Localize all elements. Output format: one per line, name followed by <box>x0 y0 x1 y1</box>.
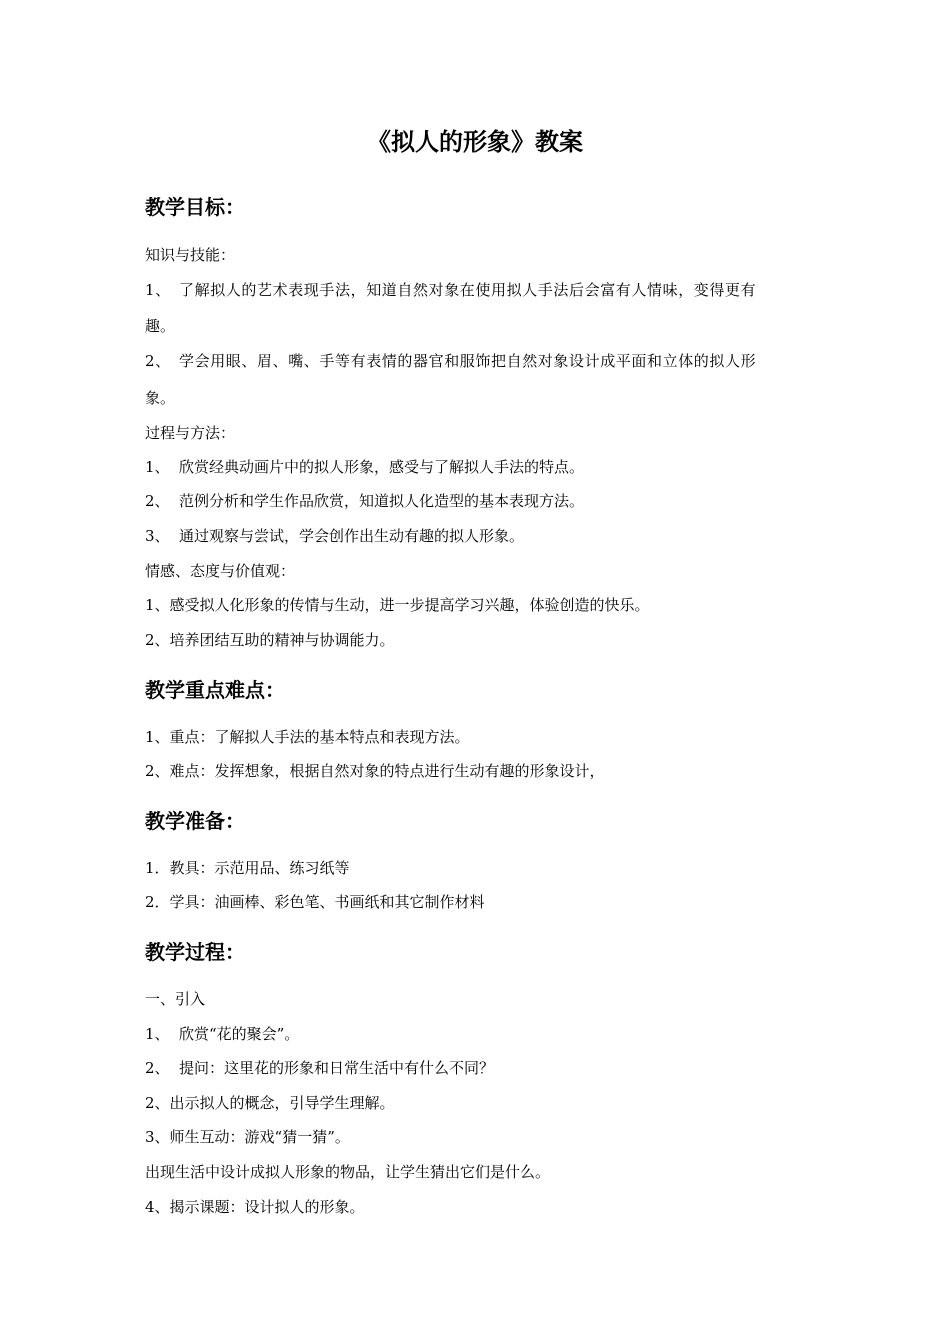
knowledge-item-1 <box>145 279 825 301</box>
knowledge-item-2 <box>145 350 825 372</box>
item-number: 1、 <box>145 1025 170 1043</box>
emotion-item-1: 1、感受拟人化形象的传情与生动，进一步提高学习兴趣，体验创造的快乐。 <box>145 596 650 614</box>
procedure-section-intro: 一、引入 <box>145 990 206 1008</box>
key-point-item-1: 1、重点：了解拟人手法的基本特点和表现方法。 <box>145 728 470 746</box>
procedure-step-3: 2、出示拟人的概念，引导学生理解。 <box>145 1094 395 1112</box>
document-title: 《拟人的形象》教案 <box>367 127 583 156</box>
item-number: 1、 <box>145 281 171 299</box>
procedure-heading: 教学过程： <box>145 940 245 964</box>
preparation-item-1: 1．教具：示范用品、练习纸等 <box>145 859 350 877</box>
knowledge-item-2-continued: 象。 <box>145 389 176 407</box>
procedure-step-1 <box>145 1023 825 1045</box>
process-item-2 <box>145 490 825 512</box>
item-text: 学会用眼、眉、嘴、手等有表情的器官和服饰把自然对象设计成平面和立体的拟人形 <box>179 352 757 370</box>
preparation-heading: 教学准备： <box>145 809 245 833</box>
item-text: 范例分析和学生作品欣赏，知道拟人化造型的基本表现方法。 <box>179 492 585 510</box>
item-number: 2、 <box>145 1059 170 1077</box>
process-item-3 <box>145 525 825 547</box>
knowledge-item-1-continued: 趣。 <box>145 317 176 335</box>
item-text: 通过观察与尝试，学会创作出生动有趣的拟人形象。 <box>179 527 525 545</box>
procedure-step-5: 4、揭示课题：设计拟人的形象。 <box>145 1198 365 1216</box>
emotion-item-2: 2、培养团结互助的精神与协调能力。 <box>145 631 395 649</box>
item-number: 3、 <box>145 527 170 545</box>
emotion-values-label: 情感、态度与价值观： <box>145 562 296 580</box>
knowledge-skills-label: 知识与技能： <box>145 246 236 264</box>
procedure-step-4-detail: 出现生活中设计成拟人形象的物品，让学生猜出它们是什么。 <box>145 1163 551 1181</box>
key-points-heading: 教学重点难点： <box>145 678 285 702</box>
procedure-step-4: 3、师生互动：游戏“猜一猜”。 <box>145 1128 350 1146</box>
process-item-1 <box>145 456 825 478</box>
item-number: 2、 <box>145 492 170 510</box>
item-number: 1、 <box>145 458 170 476</box>
key-point-item-2: 2、难点：发挥想象，根据自然对象的特点进行生动有趣的形象设计， <box>145 762 605 780</box>
preparation-item-2: 2．学具：油画棒、彩色笔、书画纸和其它制作材料 <box>145 893 485 911</box>
procedure-step-2 <box>145 1057 825 1079</box>
item-number: 2、 <box>145 352 171 370</box>
process-methods-label: 过程与方法： <box>145 424 236 442</box>
item-text: 提问：这里花的形象和日常生活中有什么不同？ <box>179 1059 495 1077</box>
item-text: 欣赏“花的聚会”。 <box>179 1025 300 1043</box>
item-text: 了解拟人的艺术表现手法，知道自然对象在使用拟人手法后会富有人情味，变得更有 <box>179 281 757 299</box>
item-text: 欣赏经典动画片中的拟人形象，感受与了解拟人手法的特点。 <box>179 458 585 476</box>
objectives-heading: 教学目标： <box>145 195 245 219</box>
